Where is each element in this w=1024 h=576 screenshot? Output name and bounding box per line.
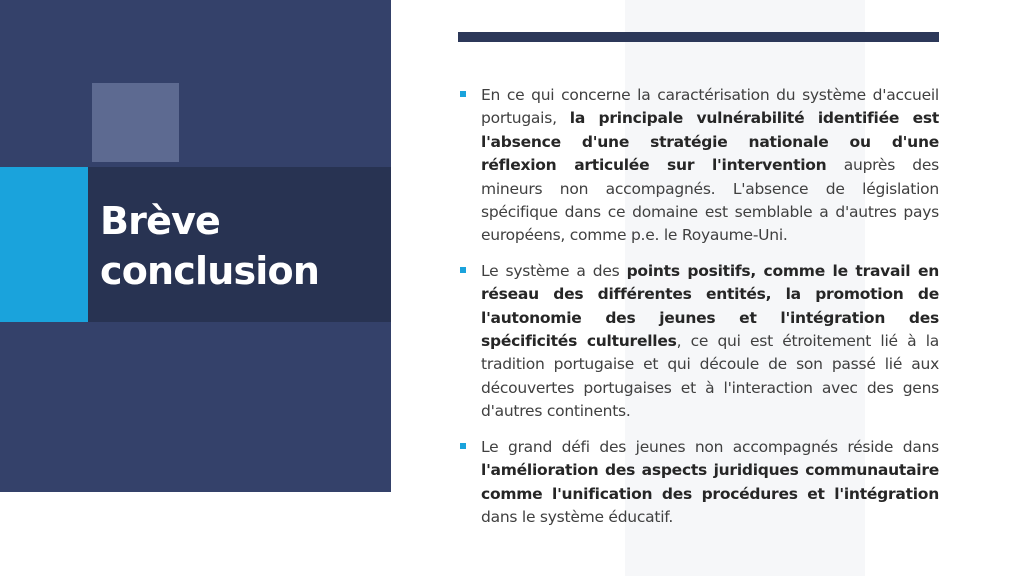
bullet-segment: auprès des mineurs non accompagnés. L'absence de législation spécifique dans ce domaine est semblable a d'autres pays européens, comme p.e. le Royaume-Uni. (481, 156, 940, 245)
bullet-bold-segment: points positifs, comme le travail en réseau des différentes entités, la promotion de l'autonomie des jeunes et l'intégration des spécificités culturelles (481, 261, 939, 351)
bullet-list (458, 84, 939, 541)
bullet-segment: En ce qui concerne la caractérisation du système d'accueil portugais, (481, 86, 939, 128)
bullet-bold-segment: la principale vulnérabilité identifiée est l'absence d'une stratégie nationale ou d'une réflexion articulée sur l'intervention (481, 109, 939, 175)
bullet-item (458, 260, 939, 424)
bullet-text (481, 436, 939, 530)
square-bullet-icon (460, 91, 466, 97)
bullet-segment: , ce qui est étroitement lié à la tradition portugaise et qui découle de son passé lié aux découvertes portugaises et à l'interaction avec des gens d'autres continents. (481, 332, 940, 421)
title-panel (0, 0, 391, 492)
square-bullet-icon (460, 443, 466, 449)
square-bullet-icon (460, 267, 466, 273)
accent-block (0, 167, 88, 322)
bullet-item (458, 84, 939, 248)
decorative-square (92, 83, 179, 162)
bullet-bold-segment: l'amélioration des aspects juridiques communautaire comme l'unification des procédures et l'intégration (481, 461, 939, 503)
bullet-text (481, 260, 939, 424)
bullet-segment: Le système a des (481, 261, 627, 280)
slide-title: Brève conclusion (100, 199, 320, 293)
bullet-segment: dans le système éducatif. (481, 507, 674, 526)
bullet-segment: Le grand défi des jeunes non accompagnés réside dans (481, 437, 939, 456)
bullet-text (481, 84, 939, 248)
bullet-item (458, 436, 939, 530)
top-divider-bar (458, 32, 939, 42)
